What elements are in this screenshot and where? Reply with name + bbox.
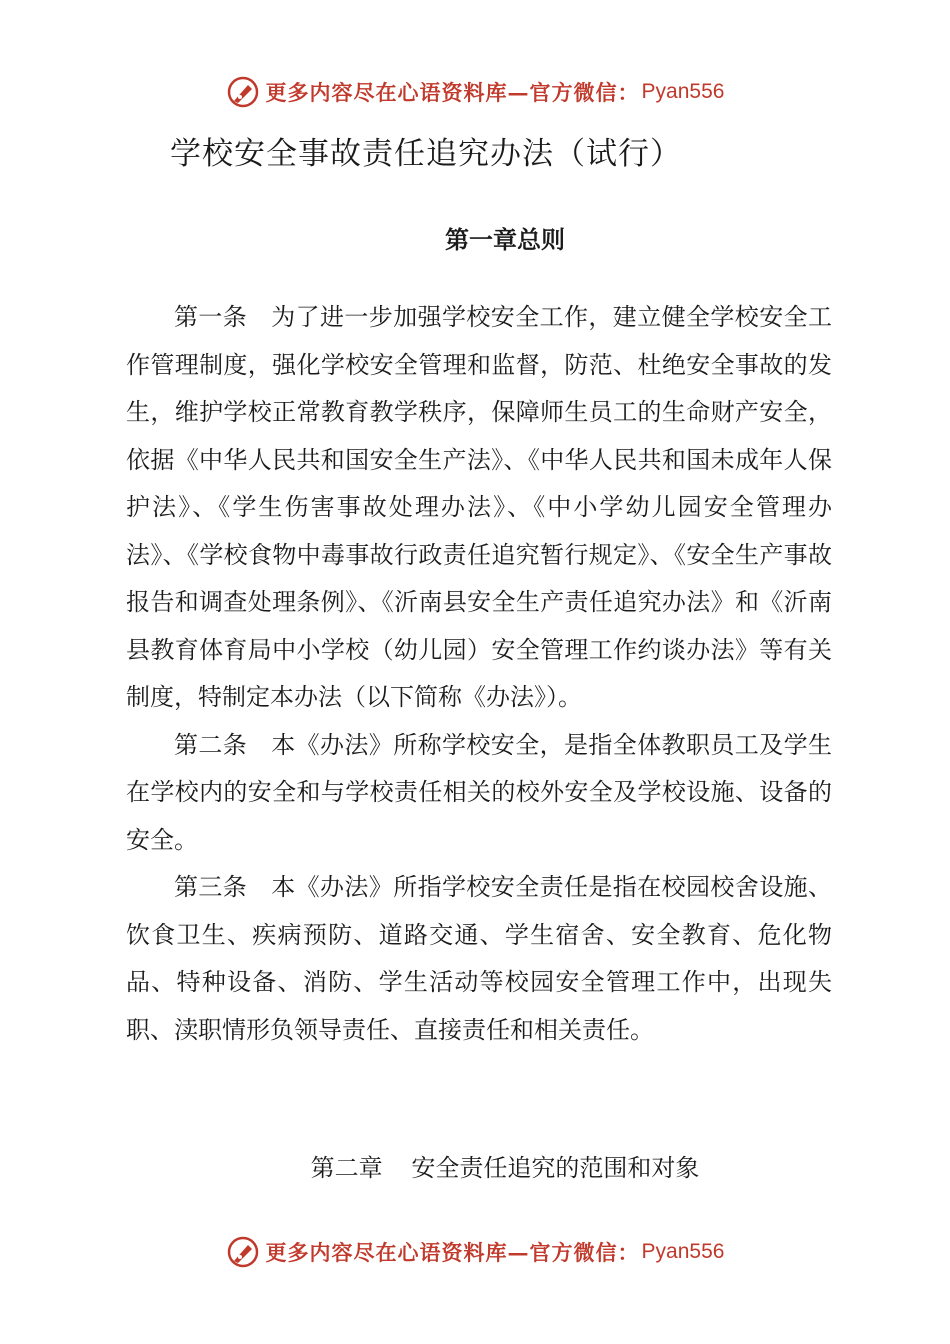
- document-body: [126, 294, 832, 1054]
- pen-nib-logo-icon: [226, 1235, 260, 1269]
- article-text: 本《办法》所指学校安全责任是指在校园校舍设施、饮食卫生、疾病预防、道路交通、学生宿舍、安全教育、危化物品、特种设备、消防、学生活动等校园安全管理工作中，出现失职、渎职情形负领导责任、直接责任和相关责任。: [126, 873, 833, 1044]
- chapter-2-number: 第二章: [310, 1154, 383, 1182]
- article-1: [126, 294, 832, 722]
- watermark-banner-top: [0, 72, 950, 112]
- chapter-1-heading: 第一章总则: [445, 226, 565, 254]
- watermark-banner-bottom: [0, 1232, 950, 1272]
- chapter-2-title: 安全责任追究的范围和对象: [411, 1154, 700, 1182]
- watermark-wechat-id: Pyan556: [641, 80, 725, 103]
- chapter-2-heading: [0, 1148, 950, 1183]
- article-label: 第一条: [174, 303, 248, 331]
- article-label: 第二条: [174, 730, 248, 759]
- article-label: 第三条: [174, 873, 248, 901]
- article-text: 为了进一步加强学校安全工作，建立健全学校安全工作管理制度，强化学校安全管理和监督，防范、杜绝安全事故的发生，维护学校正常教育教学秩序，保障师生员工的生命财产安全，依据《中华人民共和国安全生产法》、《中华人民共和国未成年人保护法》、《学生伤害事故处理办法》、《中小学幼儿园安全管理办法》、《学校食物中毒事故行政责任追究暂行规定》、《安全生产事故报告和调查处理条例》、《沂南县安全生产责任追究办法》和《沂南县教育体育局中小学校（幼儿园）安全管理工作约谈办法》等有关制度，特制定本办法（以下简称《办法》）。: [126, 303, 833, 711]
- watermark-text: 更多内容尽在心语资料库—官方微信：: [265, 1240, 640, 1265]
- article-2: [126, 722, 832, 865]
- pen-nib-logo-icon: [226, 75, 260, 109]
- article-3: [126, 864, 832, 1054]
- document-title: 学校安全事故责任追究办法（试行）: [170, 136, 682, 172]
- article-text: 本《办法》所称学校安全，是指全体教职员工及学生在学校内的安全和与学校责任相关的校外安全及学校设施、设备的安全。: [126, 730, 833, 854]
- watermark-text: 更多内容尽在心语资料库—官方微信：: [265, 80, 640, 105]
- watermark-wechat-id: Pyan556: [641, 1240, 725, 1263]
